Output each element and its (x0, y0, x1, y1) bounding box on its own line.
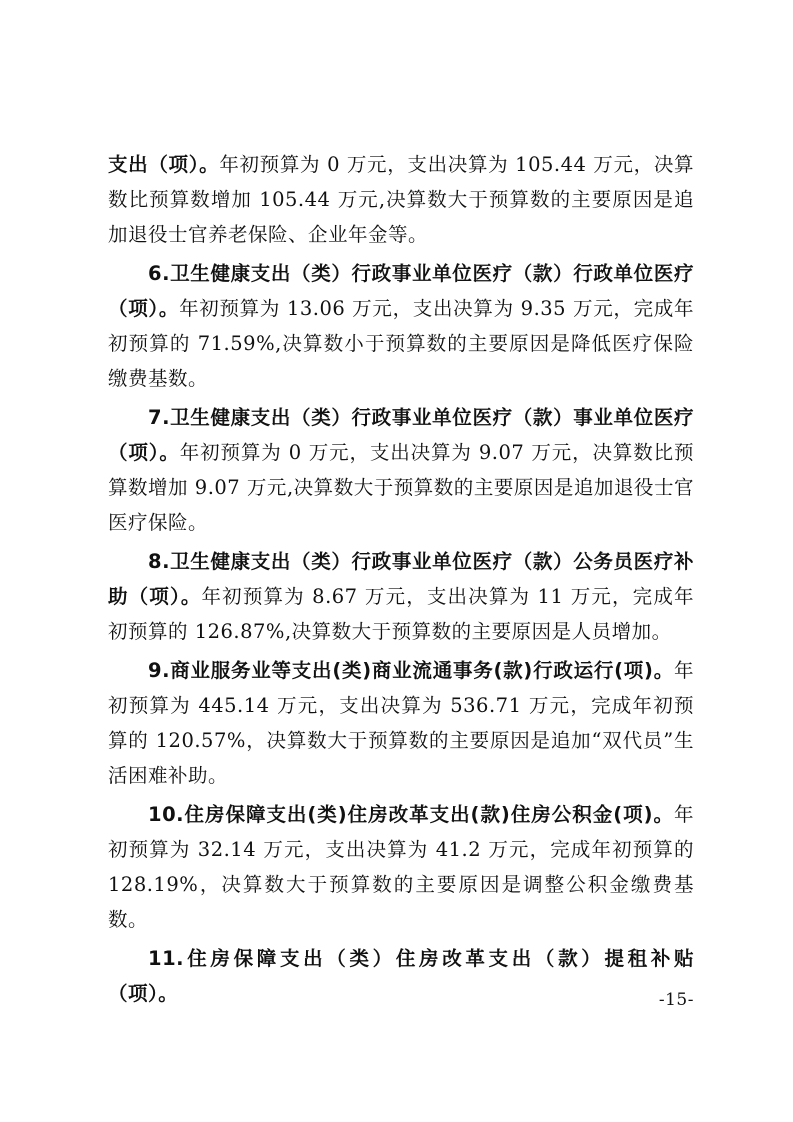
paragraph-heading: 8.卫生健康支出（类）行政事业单位医疗（款）公务员医疗补助（项）。 (108, 550, 694, 608)
paragraph-10 (108, 797, 694, 937)
paragraph-5-continuation (108, 147, 694, 252)
paragraph-heading: 10.住房保障支出(类)住房改革支出(款)住房公积金(项)。 (148, 803, 674, 826)
paragraph-heading: 6.卫生健康支出（类）行政事业单位医疗（款）行政单位医疗（项）。 (108, 262, 694, 320)
paragraph-heading: 9.商业服务业等支出(类)商业流通事务(款)行政运行(项)。 (148, 659, 674, 682)
paragraph-text: 年初预算为 13.06 万元，支出决算为 9.35 万元，完成年初预算的 71.59%,决算数小于预算数的主要原因是降低医疗保险缴费基数。 (108, 297, 694, 390)
paragraph-7 (108, 400, 694, 540)
paragraph-heading: 7.卫生健康支出（类）行政事业单位医疗（款）事业单位医疗（项）。 (108, 406, 694, 464)
paragraph-6 (108, 256, 694, 396)
page-number: -15- (658, 990, 694, 1010)
document-body (108, 147, 694, 1011)
paragraph-text: 年初预算为 0 万元，支出决算为 9.07 万元，决算数比预算数增加 9.07 万元,决算数大于预算数的主要原因是追加退役士官医疗保险。 (108, 441, 694, 534)
paragraph-11 (108, 941, 694, 1011)
paragraph-text: 年初预算为 445.14 万元，支出决算为 536.71 万元，完成年初预算的 120.57%，决算数大于预算数的主要原因是追加“双代员”生活困难补助。 (108, 659, 694, 787)
paragraph-text: 年初预算为 8.67 万元，支出决算为 11 万元，完成年初预算的 126.87%,决算数大于预算数的主要原因是人员增加。 (108, 585, 694, 643)
paragraph-8 (108, 544, 694, 649)
paragraph-heading: 支出（项）。 (108, 153, 220, 176)
paragraph-text: 年初预算为 32.14 万元，支出决算为 41.2 万元，完成年初预算的 128.19%，决算数大于预算数的主要原因是调整公积金缴费基数。 (108, 803, 694, 931)
paragraph-9 (108, 653, 694, 793)
paragraph-heading: 11.住房保障支出（类）住房改革支出（款）提租补贴（项）。 (108, 947, 694, 1005)
paragraph-text: 年初预算为 0 万元，支出决算为 105.44 万元，决算数比预算数增加 105.44 万元,决算数大于预算数的主要原因是追加退役士官养老保险、企业年金等。 (108, 153, 694, 246)
